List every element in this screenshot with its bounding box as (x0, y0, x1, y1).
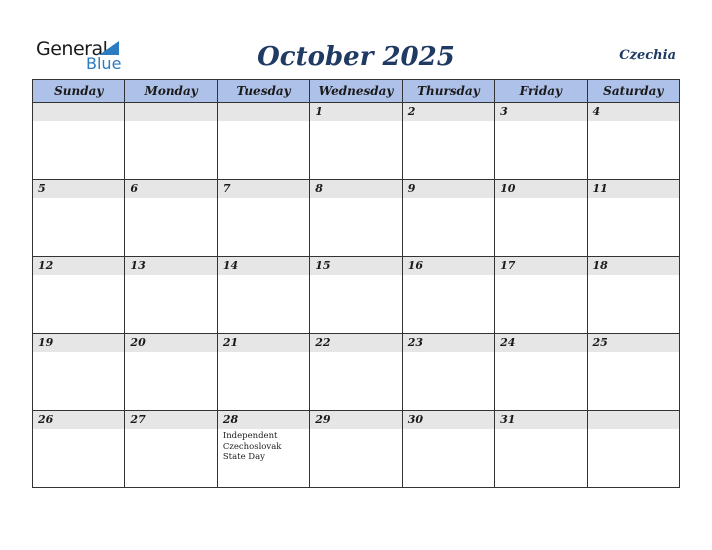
day-cell (310, 411, 402, 488)
day-number-bar (310, 180, 401, 198)
day-number: 25 (592, 336, 608, 349)
week-row (33, 257, 680, 334)
day-number: 22 (315, 336, 331, 349)
day-cell (587, 257, 679, 334)
country-label: Czechia (619, 48, 676, 63)
day-number-bar (588, 411, 679, 429)
day-number: 1 (315, 105, 323, 118)
day-number: 27 (130, 413, 146, 426)
day-number: 8 (315, 182, 323, 195)
day-cell (402, 257, 494, 334)
day-cell (125, 103, 217, 180)
day-number-bar (33, 180, 124, 198)
day-number: 24 (500, 336, 516, 349)
day-number: 5 (38, 182, 46, 195)
day-cell (33, 334, 125, 411)
weekday-header: Friday (495, 80, 587, 103)
day-number: 31 (500, 413, 516, 426)
day-cell (310, 180, 402, 257)
day-number: 15 (315, 259, 331, 272)
week-row (33, 411, 680, 488)
day-number-bar (403, 180, 494, 198)
day-number: 7 (222, 182, 231, 195)
day-number: 17 (500, 259, 516, 272)
day-cell (125, 257, 217, 334)
day-cell (310, 257, 402, 334)
weekday-header: Wednesday (310, 80, 402, 103)
week-row (33, 334, 680, 411)
holiday-label: Independent Czechoslovak State Day (222, 431, 282, 462)
day-cell (310, 103, 402, 180)
day-number-bar (125, 180, 216, 198)
day-cell (217, 180, 309, 257)
day-cell (217, 257, 309, 334)
day-number-bar (125, 103, 216, 121)
day-cell (402, 103, 494, 180)
day-cell (310, 334, 402, 411)
day-number-bar (403, 103, 494, 121)
day-cell (217, 334, 309, 411)
day-cell (33, 411, 125, 488)
day-number: 10 (500, 182, 516, 195)
day-cell (402, 334, 494, 411)
day-cell (125, 334, 217, 411)
day-number: 16 (407, 259, 423, 272)
day-cell (495, 257, 587, 334)
day-number-bar (495, 103, 586, 121)
weekday-header: Sunday (33, 80, 125, 103)
day-number: 2 (407, 105, 416, 118)
day-cell (495, 334, 587, 411)
weekday-header: Saturday (587, 80, 679, 103)
day-number: 18 (592, 259, 608, 272)
calendar-grid (32, 79, 680, 488)
day-number: 26 (38, 413, 54, 426)
day-number: 29 (315, 413, 331, 426)
day-cell (587, 334, 679, 411)
day-number: 3 (500, 105, 508, 118)
day-cell (217, 103, 309, 180)
logo-blue-text: Blue (86, 54, 122, 73)
day-cell (495, 180, 587, 257)
day-cell (587, 103, 679, 180)
day-number: 9 (407, 182, 416, 195)
weekday-header: Thursday (402, 80, 494, 103)
day-cell (125, 411, 217, 488)
calendar-title: October 2025 (257, 42, 455, 72)
day-cell (125, 180, 217, 257)
day-number: 12 (38, 259, 54, 272)
day-number: 6 (130, 182, 139, 195)
day-number-bar (218, 180, 309, 198)
day-number: 13 (130, 259, 146, 272)
week-row (33, 103, 680, 180)
day-cell (402, 180, 494, 257)
day-number-bar (588, 103, 679, 121)
weekday-header-row (33, 80, 680, 103)
day-number: 20 (130, 336, 146, 349)
day-cell (33, 103, 125, 180)
day-number: 4 (592, 105, 601, 118)
day-number-bar (33, 103, 124, 121)
week-row (33, 180, 680, 257)
weekday-header: Tuesday (217, 80, 309, 103)
day-cell (495, 411, 587, 488)
day-number-bar (218, 103, 309, 121)
day-number: 23 (407, 336, 423, 349)
day-cell (217, 411, 309, 488)
day-cell (33, 257, 125, 334)
logo-general-text: General (36, 38, 108, 60)
day-number: 11 (592, 182, 608, 195)
day-cell (402, 411, 494, 488)
day-number: 30 (407, 413, 423, 426)
day-cell (33, 180, 125, 257)
day-cell (587, 180, 679, 257)
day-number: 28 (222, 413, 239, 426)
day-number: 21 (222, 336, 239, 349)
day-number: 14 (222, 259, 239, 272)
day-number-bar (310, 103, 401, 121)
day-number: 19 (38, 336, 54, 349)
weekday-header: Monday (125, 80, 217, 103)
day-cell (587, 411, 679, 488)
day-cell (495, 103, 587, 180)
